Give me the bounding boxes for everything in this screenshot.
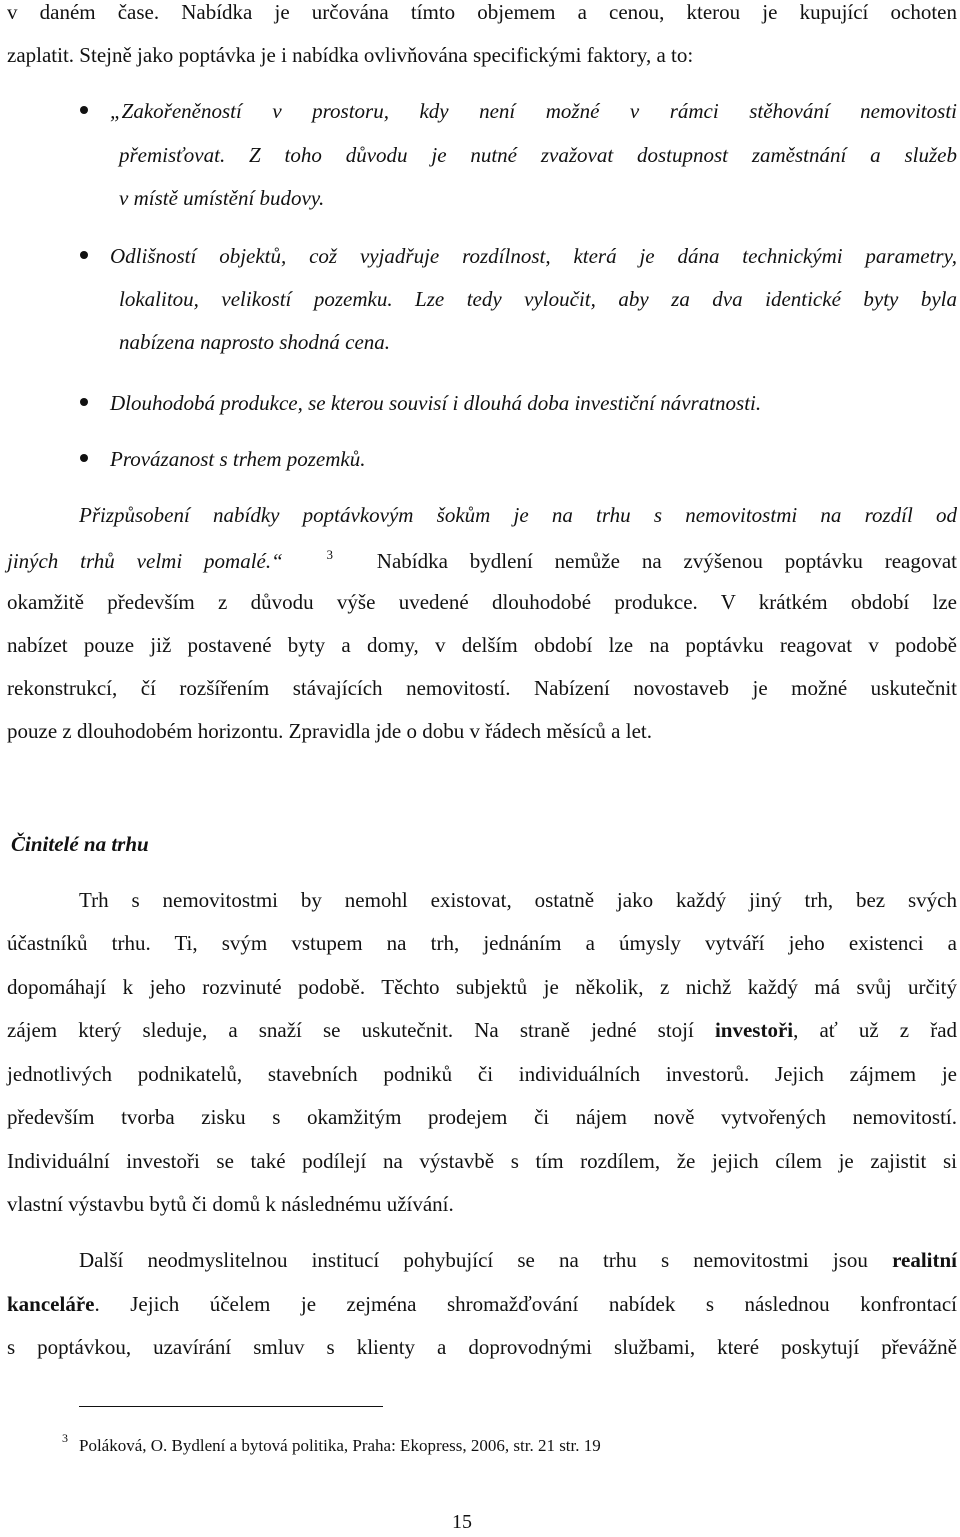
para1-line-5: rekonstrukcí, čí rozšířením stávajících nemovitostí. Nabízení novostaveb je možné uskutečnit [7,676,957,700]
para2-line-7: Individuální investoři se také podílejí na výstavbě s tím rozdílem, že jejich cílem je zajistit si [7,1149,957,1173]
term-kancelare: kanceláře [7,1292,95,1316]
intro-line-1: v daném čase. Nabídka je určována tímto objemem a cenou, kterou je kupující ochoten [7,0,957,24]
para3-line-2-a: . Jejich účelem je zejména shromažďování nabídek s následnou konfrontací [94,1292,957,1316]
footnote-text: Poláková, O. Bydlení a bytová politika, Praha: Ekopress, 2006, str. 21 str. 19 [79,1436,601,1455]
footnote-mark: 3 [62,1431,68,1445]
para2-line-4-b: , ať už z řad [793,1018,958,1042]
bullet-1-line-3: v místě umístění budovy. [119,186,325,210]
section-heading: Činitelé na trhu [11,832,149,856]
para3-line-1 [79,1250,957,1271]
para1-line-4: nabízet pouze již postavené byty a domy, v delším období lze na poptávku reagovat v podobě [7,633,957,657]
term-investori: investoři [714,1018,794,1042]
bullet-dot [80,251,88,259]
bullet-dot [80,398,88,406]
term-realitni: realitní [892,1248,958,1272]
para2-line-6: především tvorba zisku s okamžitým prodejem či nájem nově vytvořených nemovitostí. [7,1105,957,1129]
footnote-rule [79,1406,383,1407]
para3-line-2 [7,1294,957,1315]
para3-line-3: s poptávkou, uzavírání smluv s klienty a doprovodnými službami, které poskytují převážně [7,1335,957,1359]
para2-line-2: účastníků trhu. Ti, svým vstupem na trh, jednáním a úmysly vytváří jeho existenci a [7,931,957,955]
para2-line-3: dopomáhají k jeho rozvinuté podobě. Těchto subjektů je několik, z nichž každý má svůj určitý [7,975,957,999]
para2-line-5: jednotlivých podnikatelů, stavebních podniků či individuálních investorů. Jejich zájmem je [7,1062,957,1086]
para1-line-2-rest: Nabídka bydlení nemůže na zvýšenou poptávku reagovat [376,549,958,573]
bullet-4-line-1: Provázanost s trhem pozemků. [110,447,366,471]
para2-line-4-a: zájem který sleduje, a snaží se uskutečnit. Na straně jedné stojí [7,1018,694,1042]
bullet-2-line-2: lokalitou, velikostí pozemku. Lze tedy vyloučit, aby za dva identické byty byla [119,287,957,311]
page-number: 15 [452,1511,472,1533]
para1-line-3: okamžitě především z důvodu výše uvedené dlouhodobé produkce. V krátkém období lze [7,590,957,614]
bullet-1-line-2: přemisťovat. Z toho důvodu je nutné zvažovat dostupnost zaměstnání a služeb [119,143,957,167]
bullet-1-line-1: „Zakořeněností v prostoru, kdy není možné v rámci stěhování nemovitosti [110,99,957,123]
para1-line-1: Přizpůsobení nabídky poptávkovým šokům je na trhu s nemovitostmi na rozdíl od [79,503,957,527]
para1-line-6: pouze z dlouhodobém horizontu. Zpravidla jde o dobu v řádech měsíců a let. [7,719,652,743]
para2-line-4 [7,1020,957,1041]
para2-line-8: vlastní výstavbu bytů či domů k následnému užívání. [7,1192,454,1216]
para1-line-2 [7,548,957,572]
bullet-2-line-3: nabízena naprosto shodná cena. [119,330,391,354]
para1-line-2-italic: jiných trhů velmi pomalé.“ [7,549,283,573]
bullet-dot [80,106,88,114]
bullet-dot [80,454,88,462]
intro-line-2: zaplatit. Stejně jako poptávka je i nabídka ovlivňována specifickými faktory, a to: [7,43,694,67]
para3-line-1-a: Další neodmyslitelnou institucí pohybující se na trhu s nemovitostmi jsou [79,1248,868,1272]
bullet-3-line-1: Dlouhodobá produkce, se kterou souvisí i dlouhá doba investiční návratnosti. [110,391,762,415]
para2-line-1: Trh s nemovitostmi by nemohl existovat, ostatně jako každý jiný trh, bez svých [79,888,957,912]
bullet-2-line-1: Odlišností objektů, což vyjadřuje rozdílnost, která je dána technickými parametry, [110,244,957,268]
footnote-reference: 3 [326,547,334,562]
